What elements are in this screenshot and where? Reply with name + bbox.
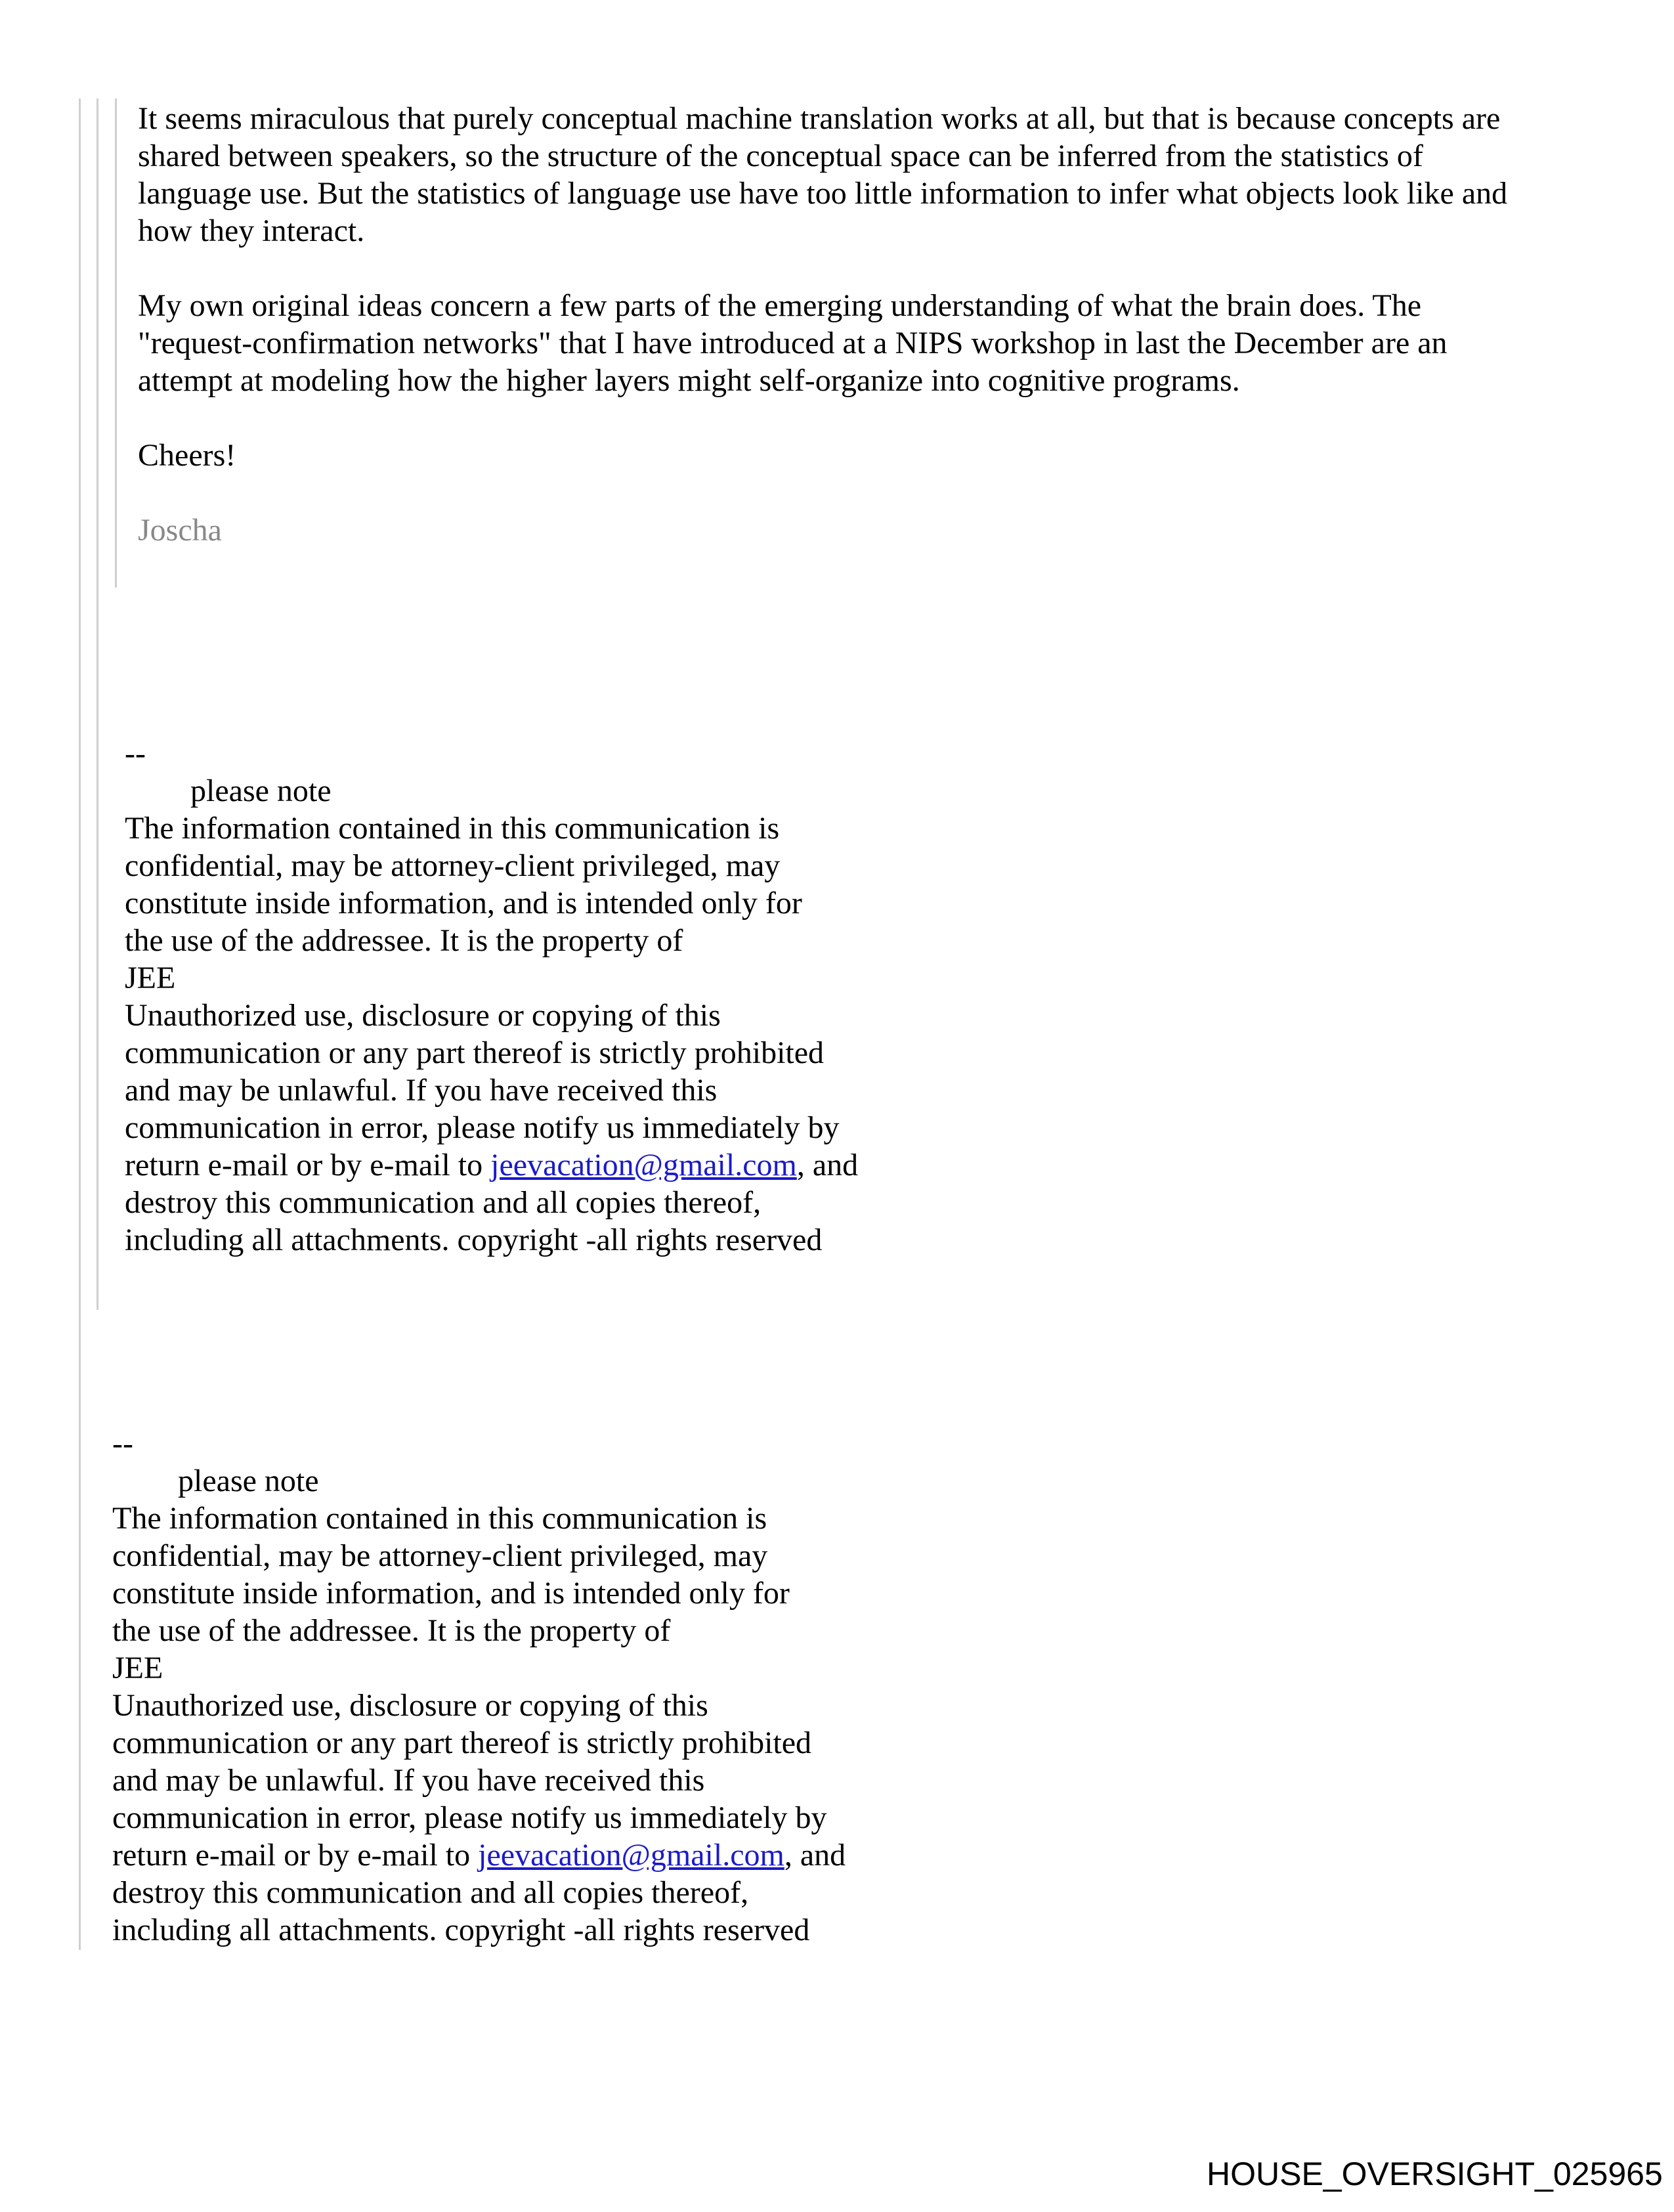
quote-bar-middle <box>97 98 98 1310</box>
text-line: It seems miraculous that purely conceptual machine translation works at all, but that is because concepts are <box>138 101 1501 136</box>
text-line: attempt at modeling how the higher layers might self-organize into cognitive programs. <box>138 363 1240 398</box>
text-line: The information contained in this communication is <box>125 811 780 846</box>
text-line <box>112 1836 846 1874</box>
bates-number: HOUSE_OVERSIGHT_025965 <box>1207 2156 1663 2192</box>
text-line: the use of the addressee. It is the property of <box>112 1613 671 1648</box>
disclaimer-block-2 <box>112 1425 846 1949</box>
text-line: destroy this communication and all copies thereof, <box>125 1185 762 1220</box>
email-suffix: , and <box>796 1148 859 1182</box>
email-link[interactable]: jeevacation@gmail.com <box>478 1838 784 1873</box>
separator: -- <box>125 736 146 771</box>
text-line: constitute inside information, and is intended only for <box>112 1576 790 1611</box>
disclaimer-block-1 <box>125 735 858 1259</box>
quote-bar-inner <box>115 98 117 588</box>
quote-bar-outer <box>79 98 81 1950</box>
text-line: communication in error, please notify us immediately by <box>112 1800 827 1835</box>
text-line: and may be unlawful. If you have received this <box>125 1073 718 1108</box>
separator: -- <box>112 1426 133 1461</box>
text-line: confidential, may be attorney-client privileged, may <box>112 1538 768 1573</box>
text-line: the use of the addressee. It is the property of <box>125 923 683 958</box>
text-line: communication in error, please notify us immediately by <box>125 1110 840 1145</box>
text-line: The information contained in this communication is <box>112 1501 767 1536</box>
text-line: and may be unlawful. If you have received this <box>112 1763 705 1798</box>
text-line: destroy this communication and all copies thereof, <box>112 1875 749 1910</box>
closing: Cheers! <box>138 438 236 473</box>
email-suffix: , and <box>784 1838 846 1873</box>
email-link[interactable]: jeevacation@gmail.com <box>490 1148 797 1182</box>
text-line: including all attachments. copyright -all rights reserved <box>125 1223 823 1257</box>
text-line <box>125 1146 858 1184</box>
message-body <box>138 100 1507 549</box>
email-prefix: return e-mail or by e-mail to <box>125 1148 491 1182</box>
text-line: how they interact. <box>138 213 365 248</box>
text-line: Unauthorized use, disclosure or copying of this <box>112 1688 708 1723</box>
disclaimer-heading: please note <box>178 1464 319 1498</box>
paragraph-2 <box>138 287 1507 399</box>
text-line: My own original ideas concern a few parts of the emerging understanding of what the brain does. The <box>138 288 1421 323</box>
text-line: including all attachments. copyright -all rights reserved <box>112 1913 810 1947</box>
text-line: "request-confirmation networks" that I have introduced at a NIPS workshop in last the December are an <box>138 326 1448 360</box>
text-line: shared between speakers, so the structure of the conceptual space can be inferred from the statistics of <box>138 139 1423 173</box>
paragraph-1 <box>138 100 1507 249</box>
email-prefix: return e-mail or by e-mail to <box>112 1838 479 1873</box>
text-line: communication or any part thereof is strictly prohibited <box>125 1035 825 1070</box>
disclaimer-heading: please note <box>190 773 332 808</box>
text-line: constitute inside information, and is intended only for <box>125 886 802 921</box>
text-line: confidential, may be attorney-client privileged, may <box>125 848 781 883</box>
text-line: communication or any part thereof is strictly prohibited <box>112 1725 812 1760</box>
text-line: language use. But the statistics of language use have too little information to infer what objects look like and <box>138 176 1508 211</box>
text-line: JEE <box>112 1651 163 1685</box>
text-line: JEE <box>125 961 176 995</box>
signature: Joscha <box>138 513 222 548</box>
text-line: Unauthorized use, disclosure or copying of this <box>125 998 721 1033</box>
